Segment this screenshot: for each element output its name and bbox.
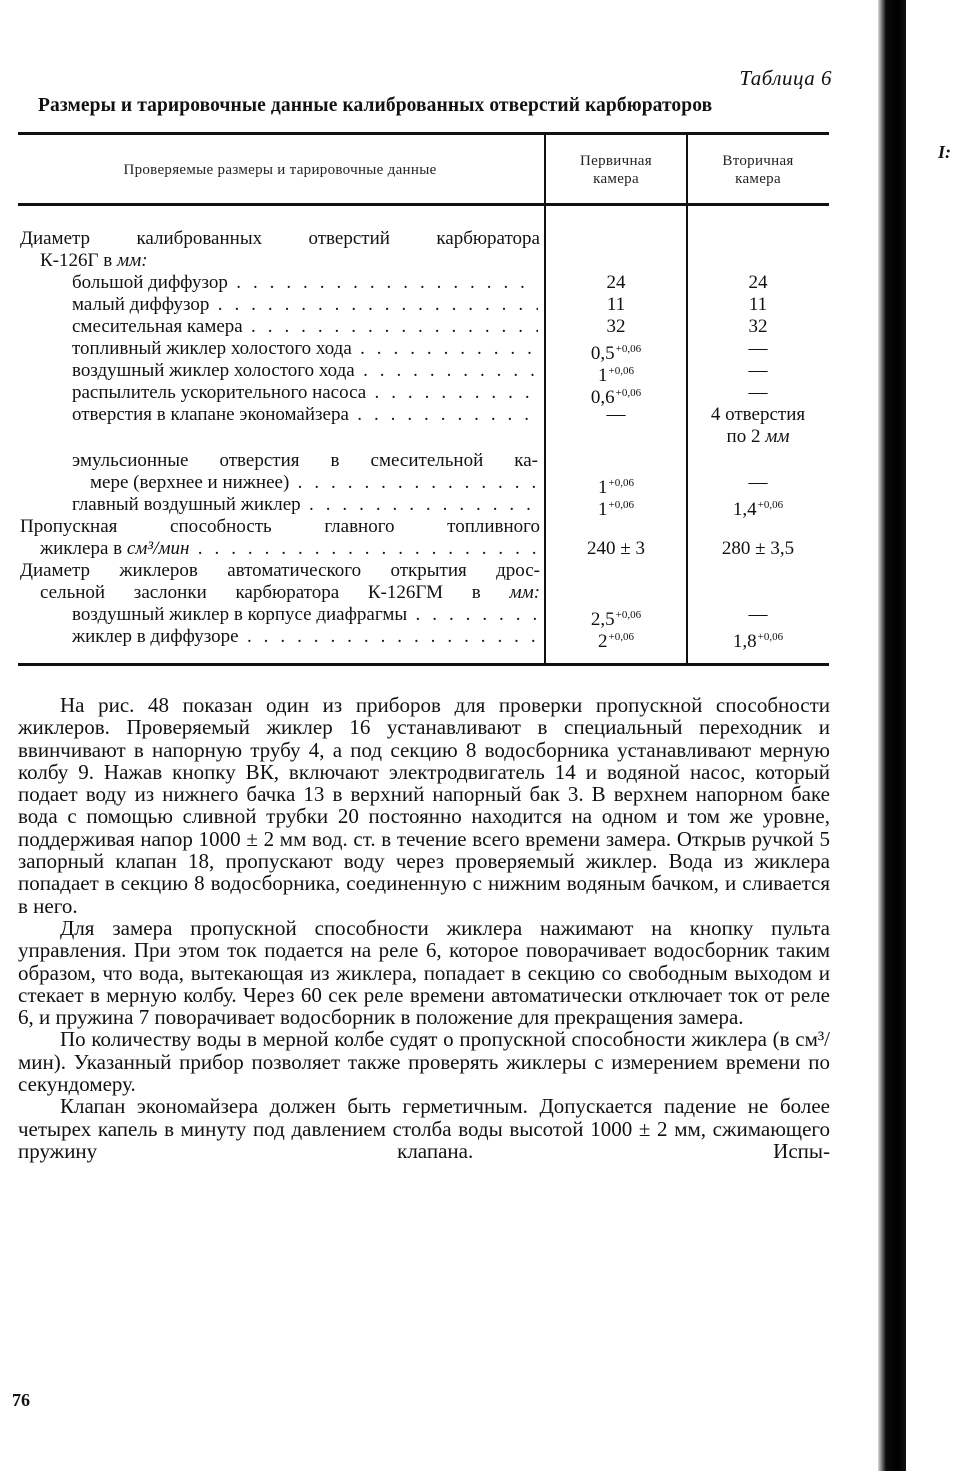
secondary-value [689, 404, 827, 426]
header-line: Первичная [580, 153, 652, 169]
row-label [72, 604, 538, 626]
primary-value [547, 404, 685, 426]
table-row [0, 560, 960, 582]
book-binding-shadow [878, 0, 906, 1471]
header-line: камера [593, 171, 639, 187]
row-label-text: малый диффузор [72, 294, 210, 315]
value-text: 2,5 [590, 609, 615, 630]
value-text: 0,6 [590, 387, 615, 408]
primary-value [547, 538, 685, 560]
secondary-value [689, 338, 827, 360]
value-text: 1,4 [732, 499, 757, 520]
table-row [0, 294, 960, 316]
value-text: — [748, 360, 768, 381]
value-text: — [748, 472, 768, 493]
row-label [72, 316, 538, 338]
secondary-value [689, 604, 827, 626]
tolerance: +0,06 [608, 365, 634, 377]
value-text: — [748, 338, 768, 359]
tolerance: +0,06 [757, 499, 784, 511]
header-line: камера [735, 171, 781, 187]
paragraph: Для замера пропускной способности жиклера нажимают на кнопку пульта управления. При этом ток подается на реле 6, которое поворачивает водосборник таким образом, что вода, вытекающая из жиклера, попадает в секцию со свободным выходом и стекает в мерную колбу. Через 60 сек реле времени автоматически отключает ток от реле 6, и пружина 7 поворачивает водосборник в положение для прекращения замера. [18, 915, 830, 1030]
tolerance: +0,06 [615, 387, 642, 399]
row-label [72, 450, 538, 472]
tolerance: +0,06 [615, 609, 642, 621]
table-header-rule [18, 203, 829, 206]
table-title: Размеры и тарировочные данные калиброванных отверстий карбюраторов [38, 95, 713, 116]
tolerance: +0,06 [608, 477, 634, 489]
value-text: — [748, 382, 768, 403]
column-header-secondary [689, 152, 827, 188]
value-text: 280 ± 3,5 [721, 538, 795, 559]
primary-value [547, 272, 685, 294]
row-label-text: мере (верхнее и нижнее) [90, 472, 290, 493]
paragraph: По количеству воды в мерной колбе судят о пропускной способности жиклера (в см³/мин). Указанный прибор позволяет также проверять жиклеры с измерением времени по секундомеру. [18, 1027, 830, 1097]
table-row [0, 338, 960, 364]
row-label [40, 538, 540, 560]
row-label [72, 360, 538, 382]
table-row [0, 538, 960, 560]
value-text: — [748, 604, 768, 625]
table-row [0, 604, 960, 630]
tolerance: +0,06 [615, 343, 642, 355]
value-text: 24 [606, 272, 626, 293]
column-header-primary [547, 152, 685, 188]
secondary-value [689, 316, 827, 338]
value-text: 11 [748, 294, 768, 315]
row-label-text: жиклера в [40, 538, 123, 559]
row-label [20, 560, 540, 582]
value-text: 240 ± 3 [587, 538, 645, 559]
row-label-text: большой диффузор [72, 272, 228, 293]
table-row [0, 626, 960, 652]
row-label-text: распылитель ускорительного насоса [72, 382, 367, 403]
tolerance: +0,06 [608, 631, 634, 643]
table-bottom-rule [18, 663, 829, 666]
value-text: 2 [598, 631, 608, 652]
table-top-rule [18, 132, 829, 135]
value-text: 1 [598, 499, 608, 520]
row-label [40, 582, 540, 604]
value-text: 0,5 [590, 343, 615, 364]
secondary-value [689, 426, 827, 448]
row-label [72, 294, 538, 316]
paragraph: Клапан экономайзера должен быть герметичным. Допускается падение не более четырех капель в минуту под давлением столба воды высотой 1000 ± 2 мм, сжимающего пружину клапана. Испы- [18, 1094, 830, 1163]
row-label-text: сельной заслонки карбюратора К-126ГМ в [40, 582, 481, 603]
row-label-text: Диаметр жиклеров автоматического открытия дрос- [20, 560, 540, 581]
row-unit: см³/мин [126, 538, 190, 559]
secondary-value [689, 294, 827, 316]
column-header-label: Проверяемые размеры и тарировочные данные [123, 162, 437, 178]
row-label-text: жиклер в диффузоре [72, 626, 239, 647]
row-label-text: смесительная камера [72, 316, 243, 337]
row-label [40, 250, 148, 272]
body-text [18, 694, 830, 1162]
table-row [0, 272, 960, 294]
table-row [0, 316, 960, 338]
table-row [0, 472, 960, 498]
secondary-value [689, 360, 827, 382]
row-label [90, 472, 538, 494]
value-text: 32 [748, 316, 768, 337]
row-label [72, 626, 538, 648]
table-row [0, 582, 960, 604]
value-text: — [606, 404, 626, 425]
row-label-text: Пропускная способность главного топливного [20, 516, 540, 537]
secondary-value [689, 626, 827, 653]
row-label-text: воздушный жиклер холостого хода [72, 360, 355, 381]
row-unit: мм: [509, 582, 541, 603]
binding-mark: I: [938, 142, 951, 162]
page-number: 76 [12, 1390, 30, 1410]
secondary-value [689, 538, 827, 560]
secondary-value [689, 382, 827, 404]
table-row [0, 360, 960, 386]
row-label [20, 228, 540, 250]
row-label-text: отверстия в клапане экономайзера [72, 404, 349, 425]
tolerance: +0,06 [608, 499, 634, 511]
row-label [20, 516, 540, 538]
row-label-text: эмульсионные отверстия в смесительной ка- [72, 450, 538, 471]
value-text: по 2 [726, 426, 761, 447]
table-row [0, 250, 960, 272]
table-row [0, 382, 960, 408]
table-row [0, 494, 960, 520]
value-text: 1 [598, 365, 608, 386]
secondary-value [689, 472, 827, 494]
row-label-text: К-126Г в [40, 250, 113, 271]
row-label-text: Диаметр калиброванных отверстий карбюратора [20, 228, 540, 249]
table-row [0, 228, 960, 250]
value-text: 24 [748, 272, 768, 293]
table-row [0, 426, 960, 448]
row-label [72, 404, 538, 426]
row-label-text: воздушный жиклер в корпусе диафрагмы [72, 604, 408, 625]
value-text: 1,8 [732, 631, 757, 652]
row-label [72, 382, 538, 404]
row-label-text: главный воздушный жиклер [72, 494, 301, 515]
value-text: 11 [606, 294, 626, 315]
tolerance: +0,06 [757, 631, 784, 643]
table-row [0, 516, 960, 538]
value-text: 32 [606, 316, 626, 337]
row-unit: мм: [116, 250, 148, 271]
primary-value [547, 316, 685, 338]
header-line: Вторичная [722, 153, 794, 169]
row-label [72, 272, 538, 294]
primary-value [547, 294, 685, 316]
row-label-text: топливный жиклер холостого хода [72, 338, 352, 359]
value-unit: мм [765, 426, 790, 447]
value-text: 1 [598, 477, 608, 498]
row-label [72, 338, 538, 360]
value-text: 4 отверстия [710, 404, 806, 425]
table-row [0, 404, 960, 426]
paragraph: На рис. 48 показан один из приборов для проверки пропускной способности жиклеров. Проверяемый жиклер 16 устанавливают в специальный переходник и ввинчивают в напорную трубу 4, а под секцию 8 водосборника устанавливают мерную колбу 9. Нажав кнопку ВК, включают электродвигатель 14 и водяной насос, который подает воду из нижнего бачка 13 в верхний напорный бак 3. В верхнем напорном баке вода с помощью сливной трубки 20 постоянно находится на одном и том же уровне, поддерживая напор 1000 ± 2 мм вод. ст. в течение всего времени замера. Открыв ручкой 5 запорный клапан 18, пропускают воду через проверяемый жиклер. Вода из жиклера попадает в секцию 8 водосборника, соединенную с нижним водяным бачком, и сливается в него. [18, 693, 830, 918]
primary-value [547, 626, 685, 653]
table-number: Таблица 6 [739, 66, 832, 90]
table-row [0, 450, 960, 472]
row-label [72, 494, 538, 516]
secondary-value [689, 272, 827, 294]
